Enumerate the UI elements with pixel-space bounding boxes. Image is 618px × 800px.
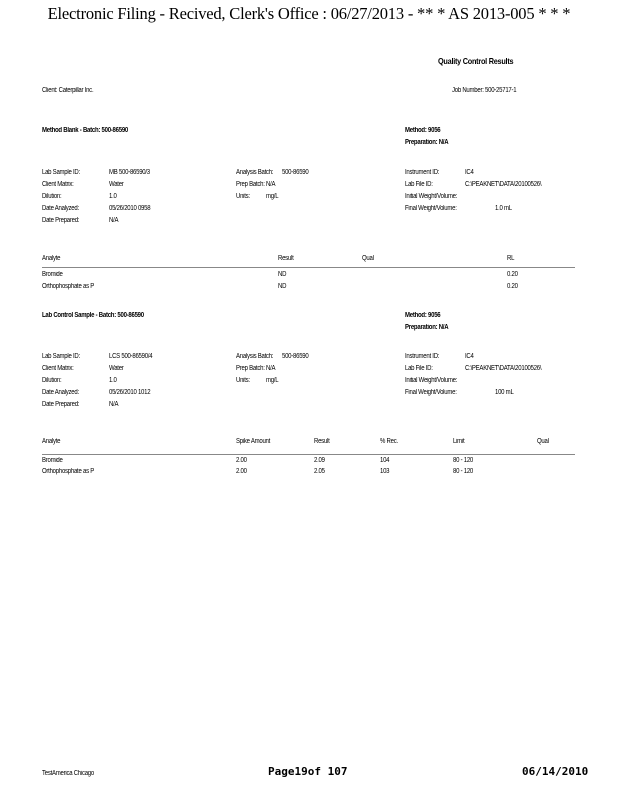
field-label: Analysis Batch: [236, 353, 274, 360]
field-value: MB 500-86590/3 [109, 169, 150, 176]
field-value: 1.0 [109, 193, 117, 200]
field-label: Final Weight/Volume: [405, 389, 457, 396]
field-value: 05/26/2010 0958 [109, 205, 151, 212]
table-rule [42, 454, 575, 455]
field-value: 500-86590 [282, 169, 309, 176]
field-value: LCS 500-86590/4 [109, 353, 153, 360]
field-value: N/A [109, 401, 119, 408]
column-header: Qual [537, 438, 549, 445]
field-label: Prep Batch: [236, 181, 265, 188]
field-value: mg/L [266, 193, 279, 200]
field-value: N/A [266, 181, 276, 188]
field-value: N/A [266, 365, 276, 372]
field-label: Client Matrix: [42, 365, 74, 372]
column-header: Qual [362, 255, 374, 262]
field-value: 1.0 [109, 377, 117, 384]
result-cell: ND [278, 271, 287, 278]
field-label: Final Weight/Volume: [405, 205, 457, 212]
field-value: 1.0 mL [495, 205, 512, 212]
recovery-cell: 104 [380, 457, 390, 464]
field-value: N/A [109, 217, 119, 224]
table-rule [42, 267, 575, 268]
column-header: % Rec. [380, 438, 398, 445]
result-cell: ND [278, 283, 287, 290]
field-value: mg/L [266, 377, 279, 384]
field-label: Client Matrix: [42, 181, 74, 188]
job-number: Job Number: 500-25717-1 [452, 87, 517, 94]
analyte-cell: Bromide [42, 457, 63, 464]
limit-cell: 80 - 120 [453, 468, 474, 475]
result-cell: 2.05 [314, 468, 325, 475]
column-header: RL [507, 255, 515, 262]
field-value: IC4 [465, 169, 474, 176]
rl-cell: 0.20 [507, 283, 518, 290]
field-label: Dilution: [42, 193, 62, 200]
qc-results-title: Quality Control Results [438, 56, 514, 66]
method-label: Method: 9056 [405, 127, 441, 134]
field-label: Prep Batch: [236, 365, 265, 372]
section-heading: Method Blank - Batch: 500-86590 [42, 127, 129, 134]
analyte-cell: Bromide [42, 271, 63, 278]
field-label: Date Prepared: [42, 401, 80, 408]
field-label: Lab File ID: [405, 181, 433, 188]
field-label: Units: [236, 193, 250, 200]
limit-cell: 80 - 120 [453, 457, 474, 464]
column-header: Limit [453, 438, 465, 445]
field-value: Water [109, 365, 124, 372]
footer-lab-name: TestAmerica Chicago [42, 770, 94, 777]
field-label: Lab Sample ID: [42, 169, 80, 176]
column-header: Analyte [42, 255, 61, 262]
footer-date: 06/14/2010 [522, 765, 589, 778]
field-value: 100 mL [495, 389, 514, 396]
spike-cell: 2.00 [236, 457, 247, 464]
field-label: Date Prepared: [42, 217, 80, 224]
footer-page-number: Page19of 107 [268, 765, 348, 778]
field-value: C:\PEAKNET\DATA\20100526\ [465, 181, 542, 188]
section-heading: Lab Control Sample - Batch: 500-86590 [42, 312, 144, 319]
field-label: Lab File ID: [405, 365, 433, 372]
field-value: 500-86590 [282, 353, 309, 360]
field-label: Units: [236, 377, 250, 384]
client-line: Client: Caterpillar Inc. [42, 87, 94, 94]
recovery-cell: 103 [380, 468, 390, 475]
preparation-label: Preparation: N/A [405, 324, 449, 331]
preparation-label: Preparation: N/A [405, 139, 449, 146]
spike-cell: 2.00 [236, 468, 247, 475]
field-label: Instrument ID: [405, 169, 440, 176]
analyte-cell: Orthophosphate as P [42, 283, 95, 290]
result-cell: 2.09 [314, 457, 325, 464]
field-value: IC4 [465, 353, 474, 360]
filing-banner: Electronic Filing - Recived, Clerk's Office : 06/27/2013 - ** * AS 2013-005 * * * [47, 4, 571, 23]
method-label: Method: 9056 [405, 312, 441, 319]
field-label: Initial Weight/Volume: [405, 193, 458, 200]
field-value: C:\PEAKNET\DATA\20100526\ [465, 365, 542, 372]
field-label: Instrument ID: [405, 353, 440, 360]
field-label: Date Analyzed: [42, 389, 79, 396]
field-label: Dilution: [42, 377, 62, 384]
column-header: Result [278, 255, 294, 262]
field-value: 05/26/2010 1012 [109, 389, 151, 396]
rl-cell: 0.20 [507, 271, 518, 278]
field-value: Water [109, 181, 124, 188]
field-label: Initial Weight/Volume: [405, 377, 458, 384]
field-label: Lab Sample ID: [42, 353, 80, 360]
column-header: Spike Amount [236, 438, 271, 445]
field-label: Date Analyzed: [42, 205, 79, 212]
column-header: Result [314, 438, 330, 445]
analyte-cell: Orthophosphate as P [42, 468, 95, 475]
column-header: Analyte [42, 438, 61, 445]
field-label: Analysis Batch: [236, 169, 274, 176]
